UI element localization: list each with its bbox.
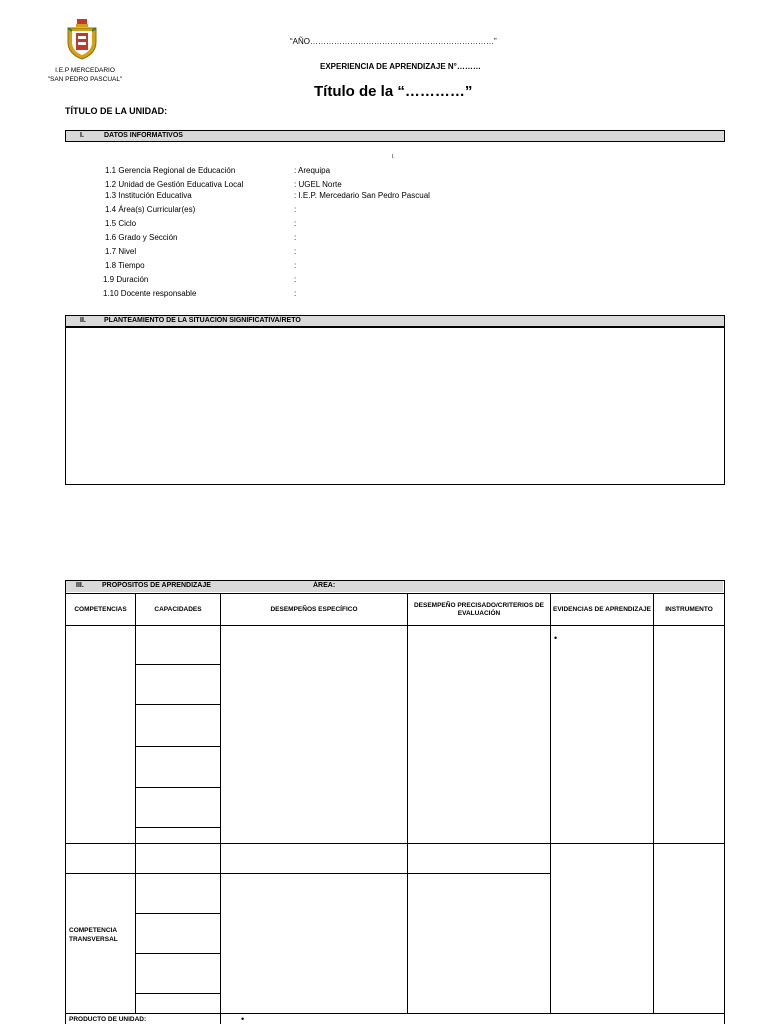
row-divider: [65, 843, 725, 844]
capacity-divider: [135, 993, 220, 994]
school-name: [40, 66, 130, 84]
capacity-divider: [135, 746, 220, 747]
info-value: :: [294, 289, 297, 298]
info-label: 1.6 Grado y Sección: [105, 233, 178, 242]
table-border-left: [65, 580, 66, 1024]
col-divider: [135, 593, 136, 1013]
capacity-divider: [135, 953, 220, 954]
school-line-2: "SAN PEDRO PASCUAL": [47, 76, 123, 83]
header-competencias: COMPETENCIAS: [74, 605, 127, 613]
info-value: :: [294, 275, 297, 284]
stray-mark: I.: [392, 154, 395, 160]
info-value: :: [294, 261, 297, 270]
info-label: 1.1 Gerencia Regional de Educación: [105, 166, 236, 175]
info-label: 1.7 Nivel: [105, 247, 137, 256]
info-label: 1.4 Área(s) Curricular(es): [105, 205, 196, 214]
section-datos-informativos-bar: [65, 130, 725, 142]
unit-title-label: TÍTULO DE LA UNIDAD:: [65, 106, 168, 116]
col-divider: [407, 593, 408, 1013]
producto-bullet: •: [241, 1014, 245, 1024]
area-label: ÁREA:: [313, 582, 336, 589]
school-crest-icon: [64, 18, 100, 60]
section-label: PLANTEAMIENTO DE LA SITUACIÓN SIGNIFICATIVA/RETO: [104, 317, 301, 324]
header-capacidades: CAPACIDADES: [154, 605, 202, 613]
info-label: 1.3 Institución Educativa: [105, 191, 192, 200]
info-value: :: [294, 233, 297, 242]
info-value: : UGEL Norte: [294, 180, 342, 189]
col-divider: [653, 593, 654, 1013]
section-number: I.: [80, 132, 84, 139]
table-border-top: [65, 580, 725, 581]
section-planteamiento-bar: [65, 315, 725, 327]
info-value: :: [294, 219, 297, 228]
capacity-divider: [135, 704, 220, 705]
info-value: : I.E.P. Mercedario San Pedro Pascual: [294, 191, 430, 200]
evidence-bullet: •: [554, 633, 558, 643]
situation-text-area[interactable]: [65, 327, 725, 485]
producto-unidad-label: PRODUCTO DE UNIDAD:: [69, 1016, 147, 1023]
competencia-transversal-label: COMPETENCIA TRANSVERSAL: [69, 927, 118, 943]
row-divider: [65, 873, 550, 874]
col-divider: [550, 593, 551, 1013]
info-value: : Arequipa: [294, 166, 331, 175]
info-label: 1.10 Docente responsable: [103, 289, 197, 298]
school-line-1: I.E.P MERCEDARIO: [55, 67, 115, 74]
capacity-divider: [135, 827, 220, 828]
table-border-right: [724, 580, 725, 1024]
learning-purposes-table: [65, 580, 725, 1024]
document-title: Título de la “…………”: [314, 83, 473, 100]
header-desempeno-precisado: DESEMPEÑO PRECISADO/CRITERIOS DE EVALUACIÓN: [413, 601, 545, 617]
section-number: II.: [80, 317, 86, 324]
info-label: 1.9 Duración: [103, 275, 149, 284]
row-divider: [65, 1013, 725, 1014]
info-value: :: [294, 247, 297, 256]
row-divider: [65, 625, 725, 626]
section-label: DATOS INFORMATIVOS: [104, 132, 183, 139]
info-label: 1.5 Ciclo: [105, 219, 137, 228]
col-divider: [220, 593, 221, 1024]
section-label: PROPÓSITOS DE APRENDIZAJE: [102, 582, 211, 589]
capacity-divider: [135, 913, 220, 914]
info-label: 1.8 Tiempo: [105, 261, 145, 270]
header-evidencias: EVIDENCIAS DE APRENDIZAJE: [553, 605, 651, 613]
header-instrumento: INSTRUMENTO: [665, 605, 713, 613]
section-number: III.: [76, 582, 84, 589]
experience-number: EXPERIENCIA DE APRENDIZAJE N°………: [320, 62, 481, 71]
header-desempenos: DESEMPEÑOS ESPECÍFICO: [270, 605, 358, 613]
year-line: “AÑO……………………………………………………………”: [290, 37, 497, 46]
info-value: :: [294, 205, 297, 214]
capacity-divider: [135, 787, 220, 788]
capacity-divider: [135, 664, 220, 665]
info-label: 1.2 Unidad de Gestión Educativa Local: [105, 180, 244, 189]
